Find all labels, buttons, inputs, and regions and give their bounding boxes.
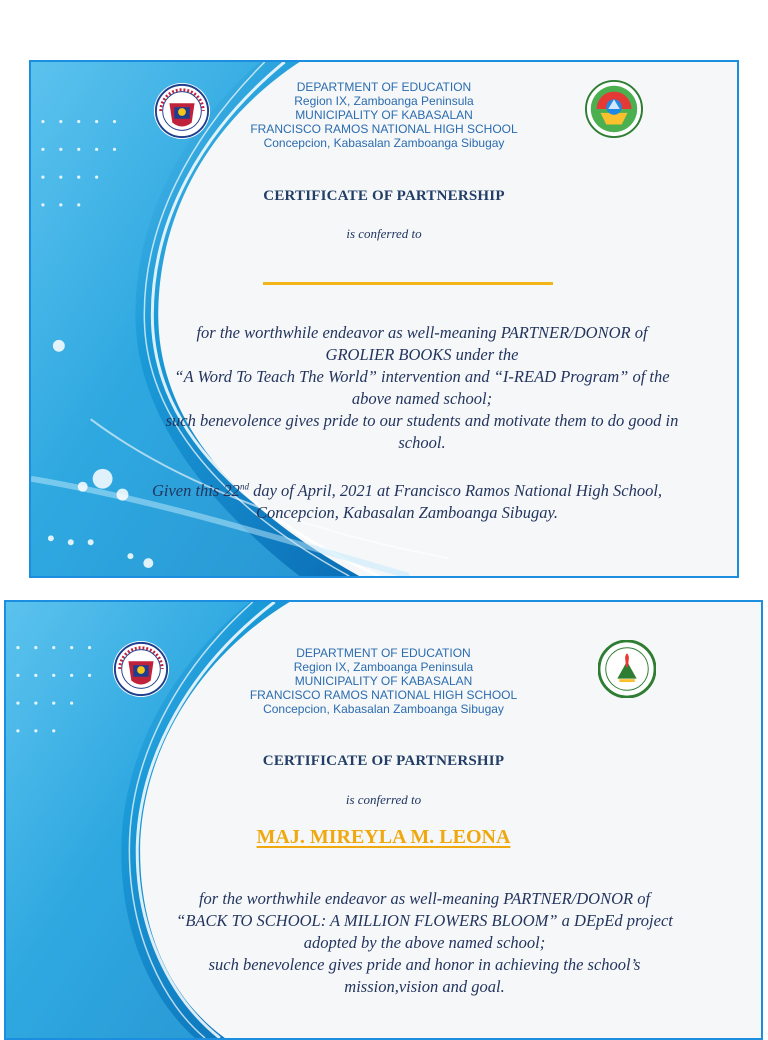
certificate-body xyxy=(106,888,743,998)
certificate-1 xyxy=(29,60,739,578)
recipient-name-line xyxy=(263,282,553,285)
recipient-name xyxy=(6,826,761,849)
certificate-title: CERTIFICATE OF PARTNERSHIP xyxy=(262,753,505,769)
letterhead-line: FRANCISCO RAMOS NATIONAL HIGH SCHOOL xyxy=(250,122,518,136)
body-line: for the worthwhile endeavor as well-meaning PARTNER/DONOR of xyxy=(198,889,651,908)
letterhead-line: DEPARTMENT OF EDUCATION xyxy=(296,80,472,94)
body-line: mission,vision and goal. xyxy=(344,977,505,996)
body-line: adopted by the above named school; xyxy=(303,933,546,952)
conferred-to-text: is conferred to xyxy=(345,792,422,807)
conferred-to-text: is conferred to xyxy=(346,226,422,241)
given-day-suffix: nd xyxy=(239,481,249,492)
certificate-title: CERTIFICATE OF PARTNERSHIP xyxy=(263,188,505,204)
body-line: for the worthwhile endeavor as well-meaning PARTNER/DONOR of xyxy=(196,323,648,342)
recipient-name-text: MAJ. MIREYLA M. LEONA xyxy=(256,826,511,848)
letterhead-line: FRANCISCO RAMOS NATIONAL HIGH SCHOOL xyxy=(249,688,518,702)
given-text-end: day of April, 2021 at Francisco Ramos National High School, xyxy=(248,481,663,500)
given-location: Concepcion, Kabasalan Zamboanga Sibugay. xyxy=(255,503,559,522)
body-line: school. xyxy=(398,433,446,452)
letterhead-line: Concepcion, Kabasalan Zamboanga Sibugay xyxy=(263,136,505,150)
letterhead-line: Region IX, Zamboanga Peninsula xyxy=(294,94,474,108)
letterhead-line: MUNICIPALITY OF KABASALAN xyxy=(294,674,473,688)
given-text-start: Given this 22 xyxy=(151,481,240,500)
certificate-2 xyxy=(4,600,763,1040)
letterhead xyxy=(6,646,761,716)
body-line: above named school; xyxy=(351,389,493,408)
certificate-body xyxy=(121,322,723,454)
letterhead-line: DEPARTMENT OF EDUCATION xyxy=(296,646,471,660)
letterhead-line: Concepcion, Kabasalan Zamboanga Sibugay xyxy=(263,702,504,716)
given-date-text xyxy=(101,480,713,524)
body-line: “A Word To Teach The World” intervention and “I-READ Program” of the xyxy=(174,367,670,386)
body-line: “BACK TO SCHOOL: A MILLION FLOWERS BLOOM” a DEpEd project xyxy=(176,911,673,930)
letterhead-line: Region IX, Zamboanga Peninsula xyxy=(293,660,474,674)
body-line: such benevolence gives pride and honor in achieving the school’s xyxy=(208,955,641,974)
body-line: such benevolence gives pride to our students and motivate them to do good in xyxy=(165,411,679,430)
letterhead xyxy=(31,80,737,150)
body-line: GROLIER BOOKS under the xyxy=(325,345,519,364)
letterhead-line: MUNICIPALITY OF KABASALAN xyxy=(295,108,473,122)
